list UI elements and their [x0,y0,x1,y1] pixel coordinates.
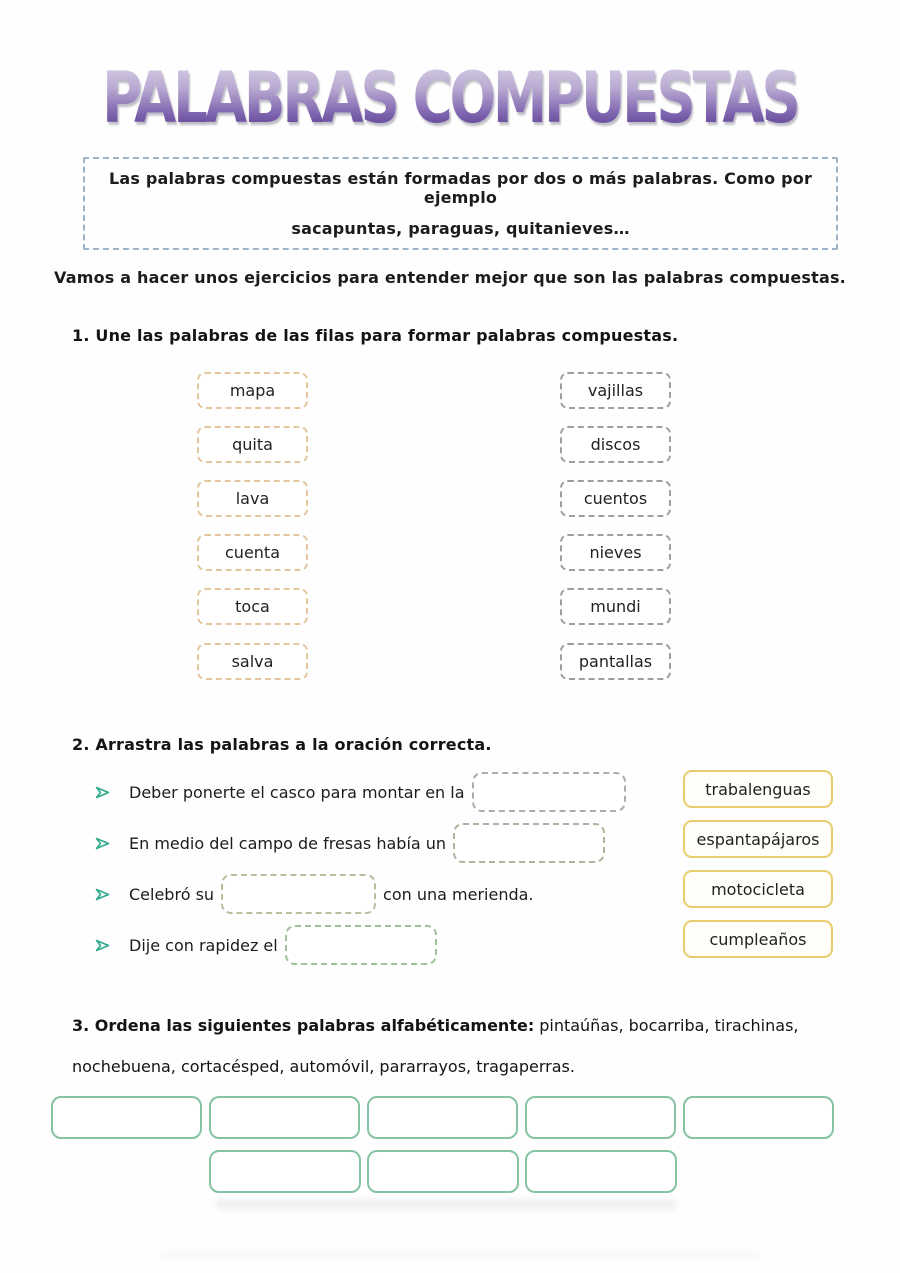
match-word-right-mundi[interactable]: mundi [560,588,671,625]
exercise1-heading: 1. Une las palabras de las filas para formar palabras compuestas. [72,326,679,345]
intro-box [83,157,838,250]
word-chip-trabalenguas[interactable]: trabalenguas [683,770,833,808]
exercise3-word-list: pintaúñas, bocarriba, tirachinas, nochebuena, cortacésped, automóvil, pararrayos, tragaperras. [72,1016,799,1076]
match-word-right-cuentos[interactable]: cuentos [560,480,671,517]
word-chip-espantapajaros[interactable]: espantapájaros [683,820,833,858]
answer-slot-6[interactable] [209,1150,361,1193]
match-word-left-salva[interactable]: salva [197,643,308,680]
drop-zone-2[interactable] [453,823,605,863]
match-word-left-cuenta[interactable]: cuenta [197,534,308,571]
scan-artifact [160,1252,760,1258]
sentence-row-2 [95,823,605,863]
sentence-text: En medio del campo de fresas había un [129,833,447,853]
match-word-right-pantallas[interactable]: pantallas [560,643,671,680]
match-word-left-toca[interactable]: toca [197,588,308,625]
answer-slot-8[interactable] [525,1150,677,1193]
title-bar [0,57,900,139]
drop-zone-1[interactable] [472,772,626,812]
arrow-bullet-icon [95,837,110,850]
exercise3-heading [72,1005,872,1087]
answer-slot-7[interactable] [367,1150,519,1193]
sentence-row-1 [95,772,626,812]
exercise2-heading: 2. Arrastra las palabras a la oración correcta. [72,735,492,754]
sentence-text: Deber ponerte el casco para montar en la [129,782,465,802]
drop-zone-3[interactable] [221,874,376,914]
answer-slot-row-1 [51,1096,834,1139]
sentence-row-3 [95,874,534,914]
arrow-bullet-icon [95,888,110,901]
intro-text-line1: Las palabras compuestas están formadas por dos o más palabras. Como por ejemplo [108,169,813,207]
arrow-bullet-icon [95,939,110,952]
sentence-row-4 [95,925,437,965]
word-chip-motocicleta[interactable]: motocicleta [683,870,833,908]
word-chip-cumpleanos[interactable]: cumpleaños [683,920,833,958]
page-title: PALABRAS COMPUESTAS [102,57,798,139]
answer-slot-row-2 [209,1150,677,1193]
exercise3-heading-bold: 3. Ordena las siguientes palabras alfabéticamente: [72,1016,535,1035]
arrow-bullet-icon [95,786,110,799]
sentence-text: Dije con rapidez el [129,935,278,955]
match-word-left-quita[interactable]: quita [197,426,308,463]
sentence-text: Celebró su [129,884,215,904]
match-word-left-mapa[interactable]: mapa [197,372,308,409]
answer-slot-4[interactable] [525,1096,676,1139]
answer-slot-5[interactable] [683,1096,834,1139]
scan-artifact [216,1199,676,1210]
answer-slot-2[interactable] [209,1096,360,1139]
sentence-text-after: con una merienda. [383,884,534,904]
intro-subtitle: Vamos a hacer unos ejercicios para entender mejor que son las palabras compuestas. [54,268,846,287]
match-word-right-vajillas[interactable]: vajillas [560,372,671,409]
match-word-right-nieves[interactable]: nieves [560,534,671,571]
answer-slot-1[interactable] [51,1096,202,1139]
answer-slot-3[interactable] [367,1096,518,1139]
intro-text-line2: sacapuntas, paraguas, quitanieves… [291,219,630,238]
match-word-left-lava[interactable]: lava [197,480,308,517]
match-word-right-discos[interactable]: discos [560,426,671,463]
drop-zone-4[interactable] [285,925,437,965]
